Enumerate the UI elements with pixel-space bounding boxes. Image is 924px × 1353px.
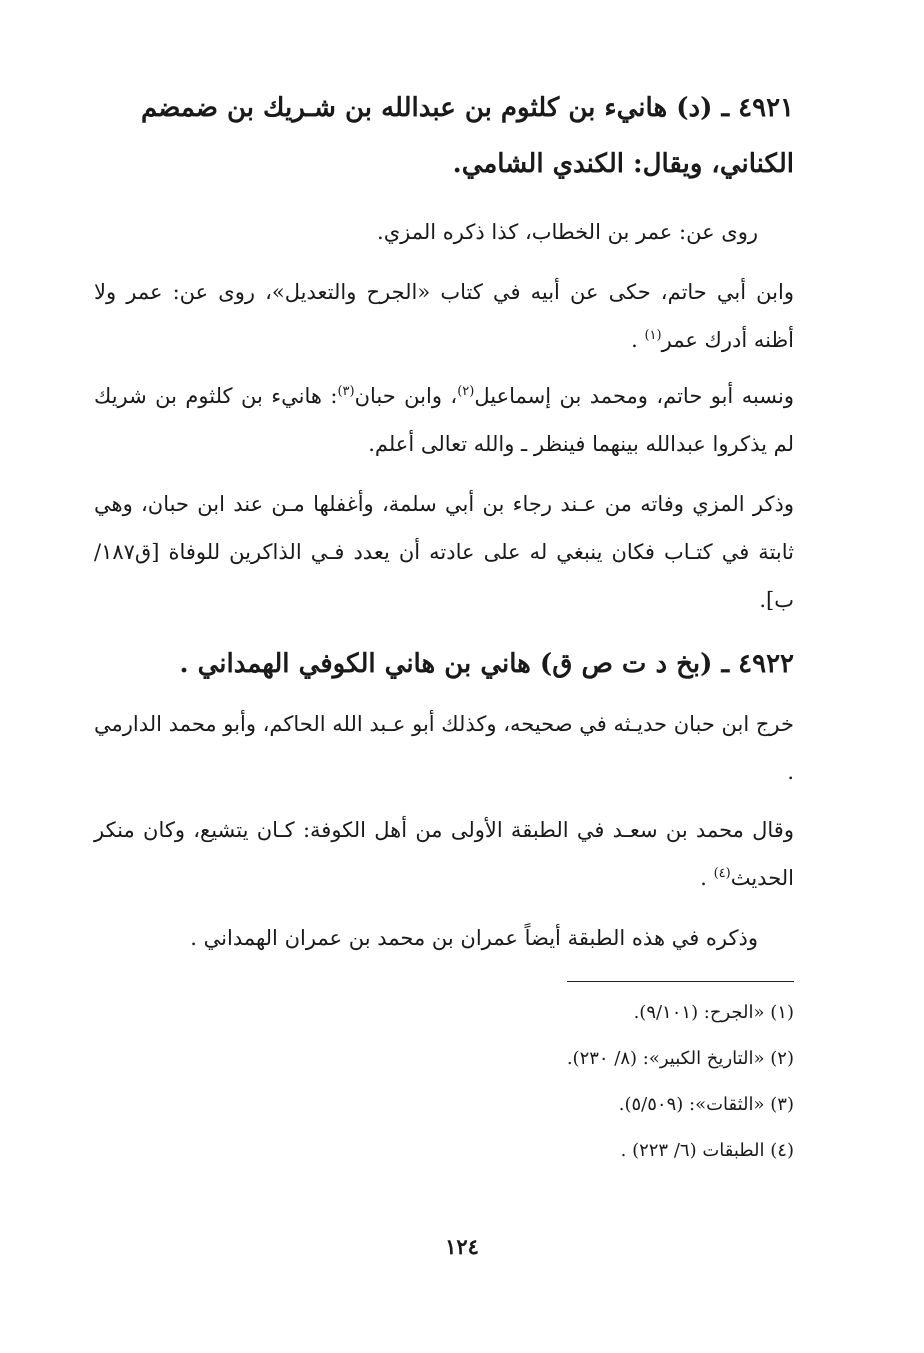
- paragraph-ibn-abi-hatim: [94, 268, 794, 364]
- entry-4921: [94, 80, 794, 192]
- paragraph-tabaqa: وذكره في هذه الطبقة أيضاً عمران بن محمد بن عمران الهمداني .: [190, 926, 758, 950]
- footnote-ref: (٤): [713, 866, 731, 881]
- paragraph-death-note: وذكر المزي وفاته من عـند رجاء بن أبي سلمة، وأغفلها مـن عند ابن حبان، وهي ثابتة في كتـاب فكان ينبغي له على عادته أن يعدد فـي الذاكرين للوفاة [ق١٨٧/ب].: [94, 492, 794, 612]
- paragraph-text: ونسبه أبو حاتم، ومحمد بن إسماعيل: [474, 384, 795, 408]
- paragraph-text-end: .: [700, 866, 714, 890]
- paragraph-text-end: : هانيء بن كلثوم بن شريك لم يذكروا عبدالله بينهما فينظر ـ والله تعالى أعلم.: [94, 384, 794, 456]
- paragraph-lineage: [94, 372, 794, 468]
- footnote-4: (٤) الطبقات (٦/ ٢٢٣) .: [620, 1140, 794, 1161]
- page-number: ١٢٤: [445, 1234, 479, 1259]
- footnote-3: (٣) «الثقات»: (٥/٥٠٩).: [618, 1094, 794, 1115]
- paragraph-text: وابن أبي حاتم، حكى عن أبيه في كتاب «الجرح والتعديل»، روى عن: عمر ولا أظنه أدرك عمر: [94, 280, 794, 352]
- footnote-divider: [567, 981, 794, 982]
- paragraph-text-middle: ، وابن حبان: [354, 384, 458, 408]
- paragraph-sahih: خرج ابن حبان حديـثه في صحيحه، وكذلك أبو عـبد الله الحاكم، وأبو محمد الدارمي .: [94, 712, 794, 784]
- footnote-ref: (١): [644, 328, 662, 343]
- paragraph-narration: روى عن: عمر بن الخطاب، كذا ذكره المزي.: [377, 220, 758, 244]
- paragraph-text-end: .: [631, 328, 645, 352]
- footnote-2: (٢) «التاريخ الكبير»: (٨/ ٢٣٠).: [566, 1048, 794, 1069]
- footnote-1: (١) «الجرح: (٩/١٠١).: [633, 1002, 794, 1023]
- entry-4922: [94, 636, 794, 692]
- paragraph-text: وقال محمد بن سعـد في الطبقة الأولى من أهل الكوفة: كـان يتشيع، وكان منكر الحديث: [94, 818, 794, 890]
- entry-heading: ٤٩٢١ ـ (د) هانيء بن كلثوم بن عبدالله بن شـريك بن ضمضم الكناني، ويقال: الكندي الشامي.: [140, 93, 794, 179]
- footnote-ref: (٣): [337, 384, 355, 399]
- entry-heading: ٤٩٢٢ ـ (بخ د ت ص ق) هاني بن هاني الكوفي الهمداني .: [179, 649, 794, 679]
- paragraph-ibn-saad: [94, 806, 794, 902]
- footnote-ref: (٢): [457, 384, 475, 399]
